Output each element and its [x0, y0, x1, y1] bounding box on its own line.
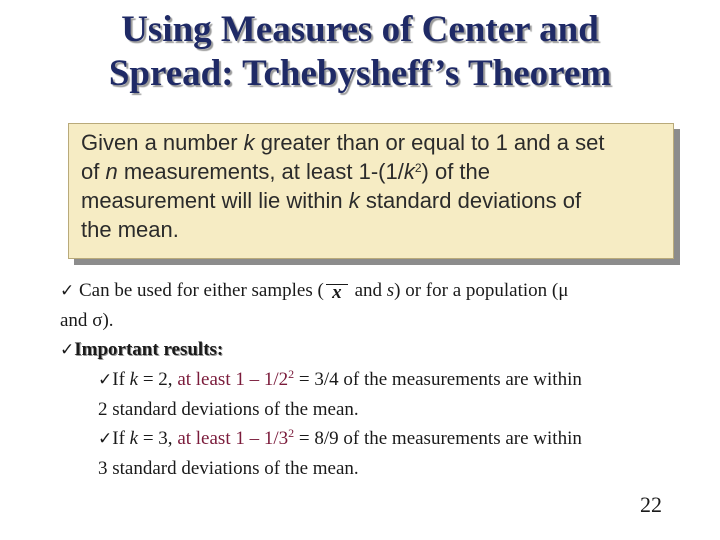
check-icon: ✓: [60, 281, 75, 301]
slide-title: [0, 8, 720, 96]
result-k3-cont: 3 standard deviations of the mean.: [98, 458, 359, 479]
bullet-usage-cont: and σ).: [60, 310, 114, 331]
title-line-2: Spread: Tchebysheff’s Theorem: [108, 53, 612, 94]
theorem-line-4: the mean.: [81, 217, 179, 242]
page-number: 22: [640, 492, 662, 517]
x-bar-symbol: x: [326, 284, 348, 301]
title-line-1: Using Measures of Center and: [121, 9, 599, 50]
check-icon: ✓: [98, 370, 113, 390]
bullet-important: [60, 335, 716, 365]
result-k2-cont: 2 standard deviations of the mean.: [98, 399, 359, 420]
bullet-usage: ✓ Can be used for either samples ( x and s) or for a population (μ: [60, 280, 569, 303]
important-heading: Important results:: [74, 339, 224, 360]
theorem-line-3: measurement will lie within k standard deviations of: [81, 188, 582, 213]
check-icon: ✓: [98, 429, 113, 449]
theorem-line-2: of n measurements, at least $1-(1/k^2)$ of the: [81, 159, 491, 184]
theorem-box: [68, 123, 674, 259]
result-k3: ✓If k = 3, at least $1 - 1/3^2 = 8/9$ of the measurements are within: [98, 426, 582, 449]
check-icon: ✓: [60, 340, 75, 360]
theorem-line-1: Given a number k greater than or equal to 1 and a set: [81, 130, 605, 155]
bullet-list: [60, 276, 716, 483]
theorem-text: [81, 128, 673, 244]
result-k2: ✓If k = 2, at least $1 - 1/2^2 = 3/4$ of the measurements are within: [98, 367, 582, 390]
